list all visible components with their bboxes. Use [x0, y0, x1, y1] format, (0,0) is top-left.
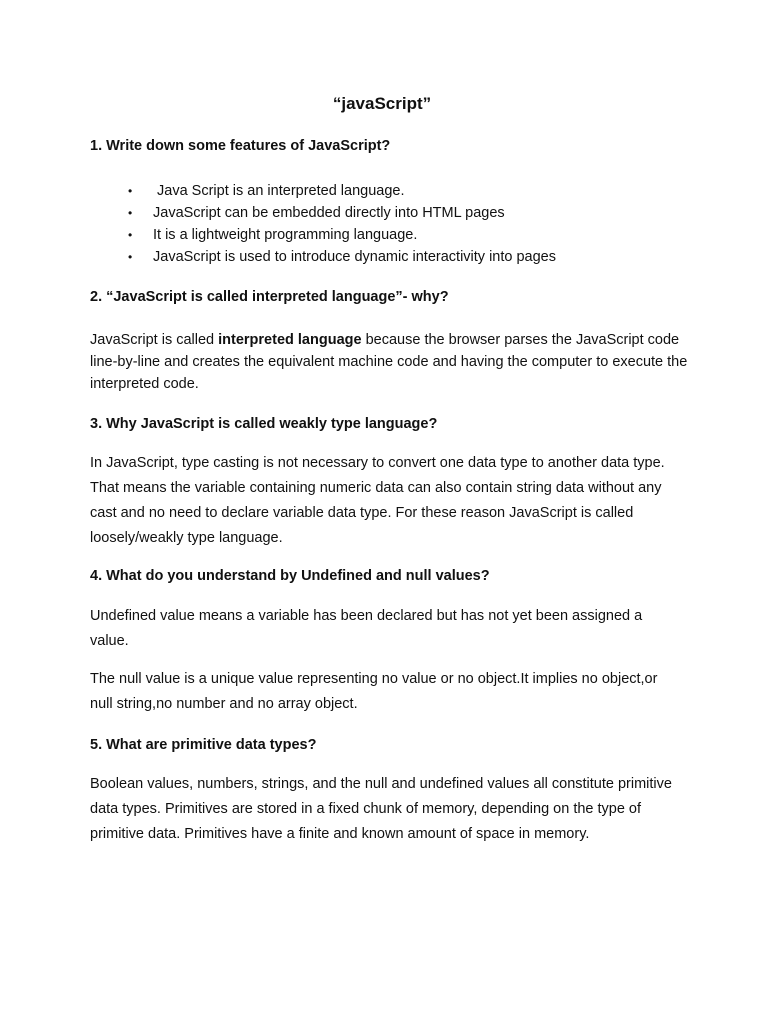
answer-text: JavaScript is called [90, 332, 219, 348]
list-item-text: JavaScript is used to introduce dynamic interactivity into pages [153, 249, 556, 265]
question-4-answer-null: The null value is a unique value representing no value or no object.It implies no object,or null string,no number and no array object. [90, 671, 658, 712]
question-2-answer [90, 329, 690, 395]
bullet-icon: • [128, 228, 133, 242]
answer-emphasis: interpreted language [218, 332, 362, 348]
bullet-icon: • [128, 250, 133, 264]
question-4-answer-undefined: Undefined value means a variable has been declared but has not yet been assigned a value. [90, 608, 643, 649]
list-item-text: It is a lightweight programming language. [153, 227, 418, 243]
question-1-heading: 1. Write down some features of JavaScript? [90, 138, 391, 154]
list-item-text: Java Script is an interpreted language. [153, 183, 405, 199]
document-title: “javaScript” [332, 94, 432, 113]
question-5-answer: Boolean values, numbers, strings, and the null and undefined values all constitute primitive data types. Primitives are stored in a fixed chunk of memory, depending on the type of primitive data. Primitives have a finite and known amount of space in memory. [90, 776, 672, 842]
question-2-heading: 2. “JavaScript is called interpreted language”- why? [90, 289, 449, 305]
answer-text: because the browser parses the JavaScript code line-by-line and creates the equivalent machine code and having the computer to execute the interpreted code. [90, 332, 688, 392]
question-5-heading: 5. What are primitive data types? [90, 737, 317, 753]
bullet-icon: • [128, 206, 133, 220]
question-4-heading: 4. What do you understand by Undefined and null values? [90, 568, 490, 584]
question-3-answer: In JavaScript, type casting is not necessary to convert one data type to another data type. That means the variable containing numeric data can also contain string data without any cast and no need to declare variable data type. For these reason JavaScript is called loosely/weakly type language. [90, 455, 665, 546]
bullet-icon: • [128, 184, 133, 198]
question-3-heading: 3. Why JavaScript is called weakly type language? [90, 416, 438, 432]
list-item-text: JavaScript can be embedded directly into HTML pages [153, 205, 505, 221]
